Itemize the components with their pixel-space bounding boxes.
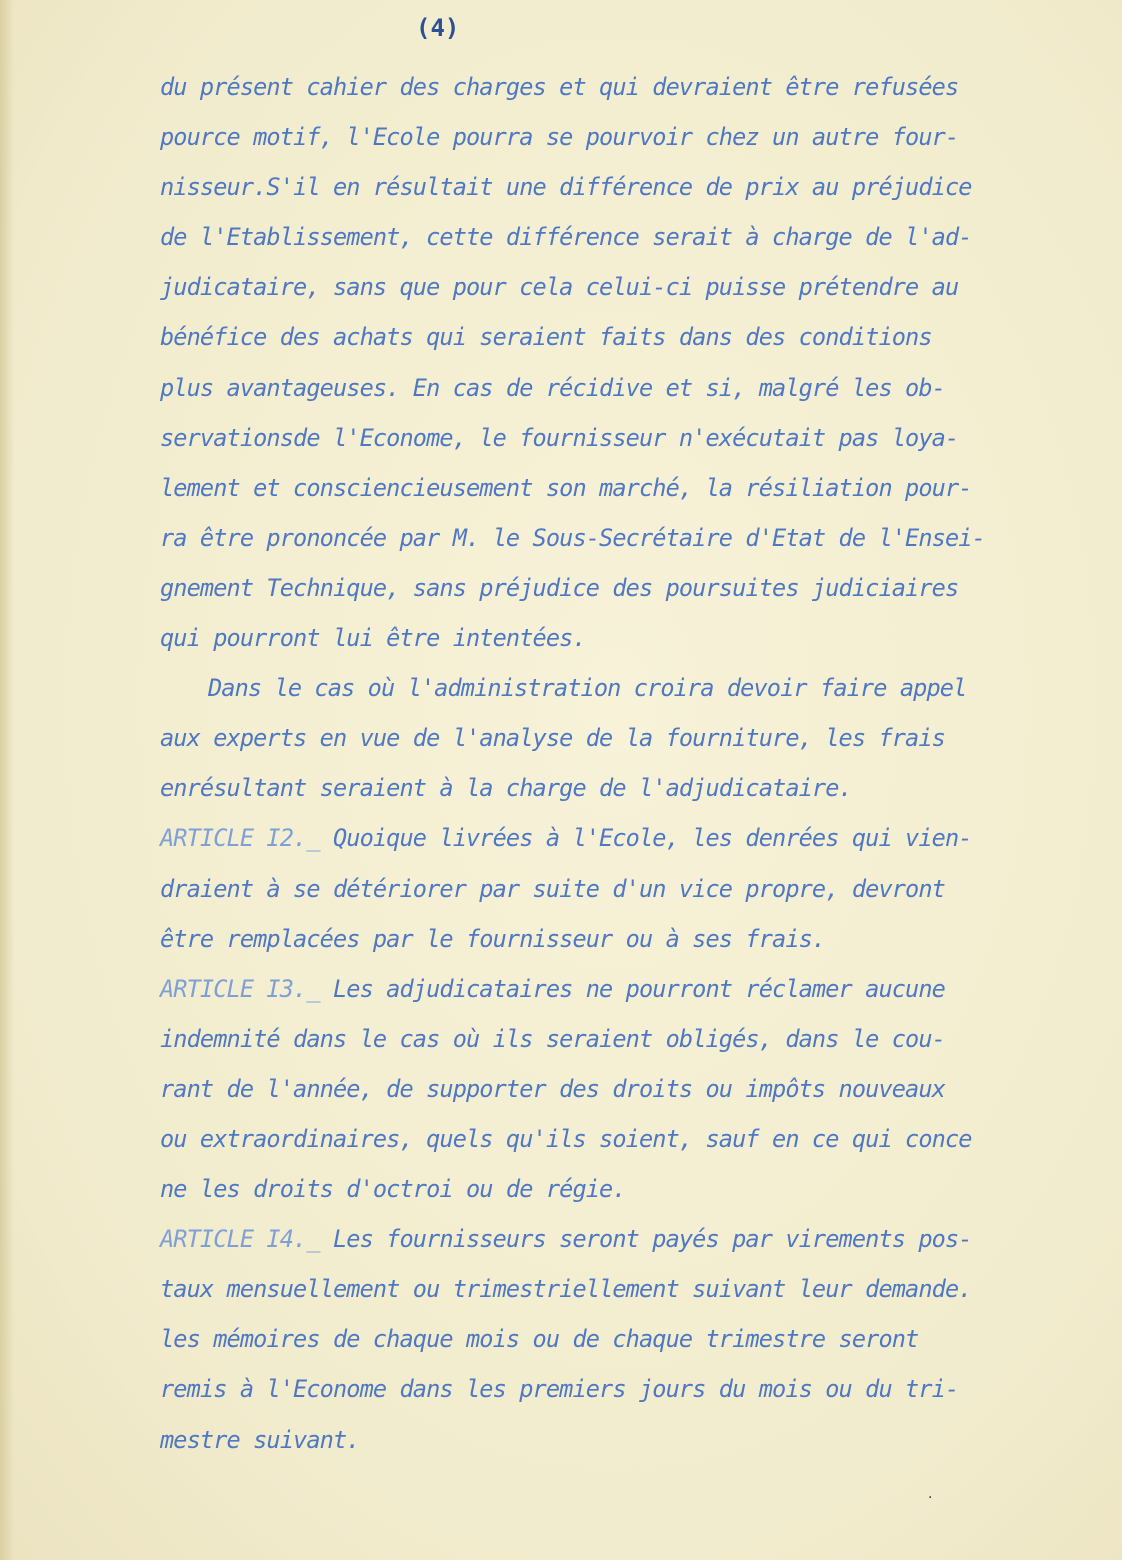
text-line [160, 864, 1120, 914]
line-text: qui pourront lui être intentées. [160, 624, 586, 653]
ink-speck: · [928, 1490, 933, 1506]
text-line [160, 463, 1120, 513]
text-line [160, 613, 1120, 663]
text-line [160, 1064, 1120, 1114]
text-line [160, 413, 1120, 463]
text-line [160, 1164, 1120, 1214]
line-text: Quoique livrées à l'Ecole, les denrées qui vien- [319, 824, 972, 853]
line-text: servationsde l'Econome, le fournisseur n'exécutait pas loya- [160, 423, 959, 452]
line-text: de l'Etablissement, cette différence serait à charge de l'ad- [160, 223, 972, 252]
text-line [160, 262, 1120, 312]
text-line [160, 813, 1120, 863]
line-text: ra être prononcée par M. le Sous-Secrétaire d'Etat de l'Ensei- [160, 523, 985, 552]
line-text: judicataire, sans que pour cela celui-ci puisse prétendre au [160, 273, 959, 302]
line-text: gnement Technique, sans préjudice des poursuites judiciaires [160, 573, 959, 602]
line-text: ne les droits d'octroi ou de régie. [160, 1175, 626, 1204]
line-text: taux mensuellement ou trimestriellement suivant leur demande. [160, 1275, 972, 1304]
line-text: Les fournisseurs seront payés par virements pos- [319, 1225, 972, 1254]
text-line [160, 1014, 1120, 1064]
line-text: rant de l'année, de supporter des droits ou impôts nouveaux [160, 1074, 945, 1103]
text-line [160, 212, 1120, 262]
typed-body-text [160, 62, 1120, 1465]
text-line [160, 62, 1120, 112]
article-label: ARTICLE I4._ [160, 1225, 320, 1254]
page-number: (4) [416, 14, 460, 42]
article-label: ARTICLE I2._ [160, 824, 320, 853]
line-text: nisseur.S'il en résultait une différence de prix au préjudice [160, 173, 972, 202]
line-text: bénéfice des achats qui seraient faits dans des conditions [160, 323, 932, 352]
text-line [160, 1314, 1120, 1364]
line-text: Les adjudicataires ne pourront réclamer aucune [319, 974, 945, 1003]
article-label: ARTICLE I3._ [160, 974, 320, 1003]
text-line [160, 914, 1120, 964]
text-line [160, 112, 1120, 162]
line-text: être remplacées par le fournisseur ou à ses frais. [160, 924, 826, 953]
text-line [160, 964, 1120, 1014]
line-text: draient à se détériorer par suite d'un vice propre, devront [160, 874, 945, 903]
text-line [160, 1415, 1120, 1465]
line-text: remis à l'Econome dans les premiers jours du mois ou du tri- [160, 1375, 959, 1404]
line-text: plus avantageuses. En cas de récidive et si, malgré les ob- [160, 373, 945, 402]
line-text: pource motif, l'Ecole pourra se pourvoir chez un autre four- [160, 123, 959, 152]
text-line [160, 162, 1120, 212]
text-line [160, 312, 1120, 362]
line-text: du présent cahier des charges et qui devraient être refusées [160, 73, 959, 101]
text-line [160, 563, 1120, 613]
line-text: indemnité dans le cas où ils seraient obligés, dans le cou- [160, 1024, 945, 1053]
text-line [160, 713, 1120, 763]
text-line [160, 1114, 1120, 1164]
text-line [160, 513, 1120, 563]
text-line [160, 1264, 1120, 1314]
line-text: mestre suivant. [160, 1425, 360, 1454]
text-line [160, 663, 1120, 713]
line-text: ou extraordinaires, quels qu'ils soient, sauf en ce qui conce [160, 1124, 972, 1153]
text-line [160, 1364, 1120, 1414]
line-text: Dans le cas où l'administration croira devoir faire appel [208, 674, 967, 703]
text-line [160, 1214, 1120, 1264]
line-text: aux experts en vue de l'analyse de la fourniture, les frais [160, 724, 945, 753]
paper-edge-shadow [0, 0, 14, 1560]
line-text: les mémoires de chaque mois ou de chaque trimestre seront [160, 1325, 919, 1354]
line-text: lement et consciencieusement son marché, la résiliation pour- [160, 473, 972, 502]
text-line [160, 763, 1120, 813]
line-text: enrésultant seraient à la charge de l'adjudicataire. [160, 774, 852, 803]
text-line [160, 363, 1120, 413]
